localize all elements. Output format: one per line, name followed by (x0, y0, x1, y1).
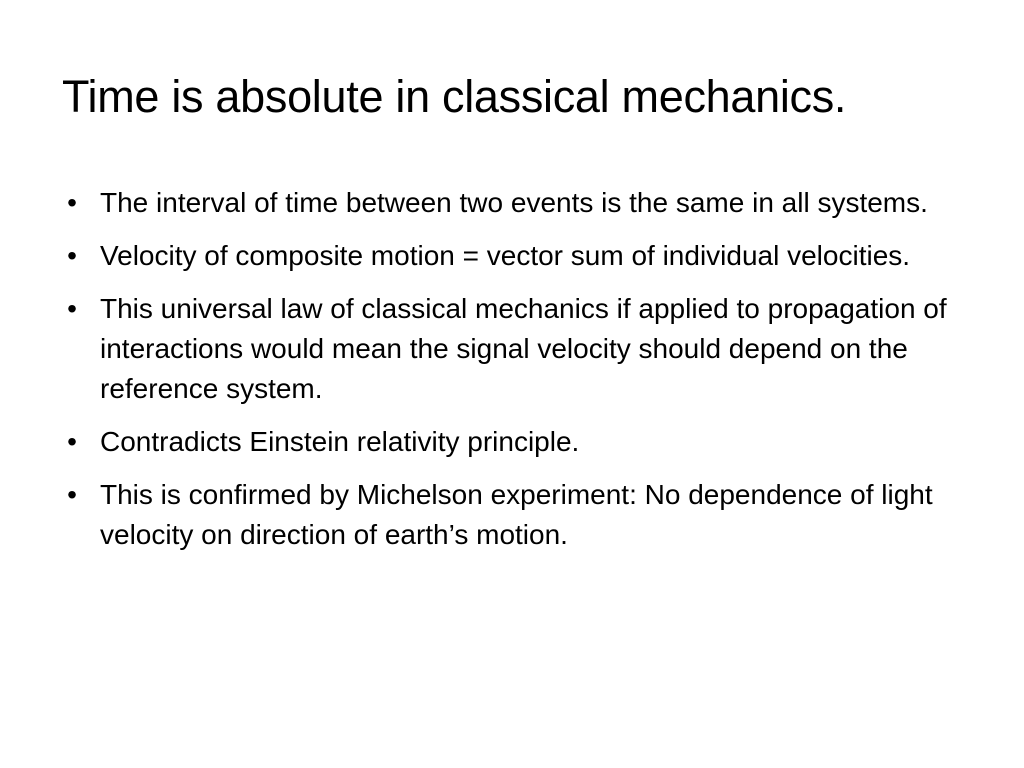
bullet-item (62, 236, 967, 276)
bullet-item (62, 183, 967, 223)
bullet-icon: • (67, 479, 77, 510)
bullet-item (62, 475, 967, 555)
bullet-item (62, 422, 967, 462)
bullet-text: The interval of time between two events is the same in all systems. (100, 187, 928, 218)
slide-title: Time is absolute in classical mechanics. (62, 71, 847, 122)
bullet-item (62, 289, 967, 409)
bullet-icon: • (67, 293, 77, 324)
bullet-icon: • (67, 426, 77, 457)
bullet-list (62, 183, 967, 568)
bullet-icon: • (67, 240, 77, 271)
bullet-text: This universal law of classical mechanics if applied to propagation of interactions would mean the signal velocity should depend on the reference system. (100, 293, 947, 404)
bullet-text: Velocity of composite motion = vector sum of individual velocities. (100, 240, 911, 271)
bullet-text: Contradicts Einstein relativity principle. (100, 426, 580, 457)
bullet-text: This is confirmed by Michelson experiment: No dependence of light velocity on direction of earth’s motion. (100, 479, 933, 550)
bullet-icon: • (67, 187, 77, 218)
